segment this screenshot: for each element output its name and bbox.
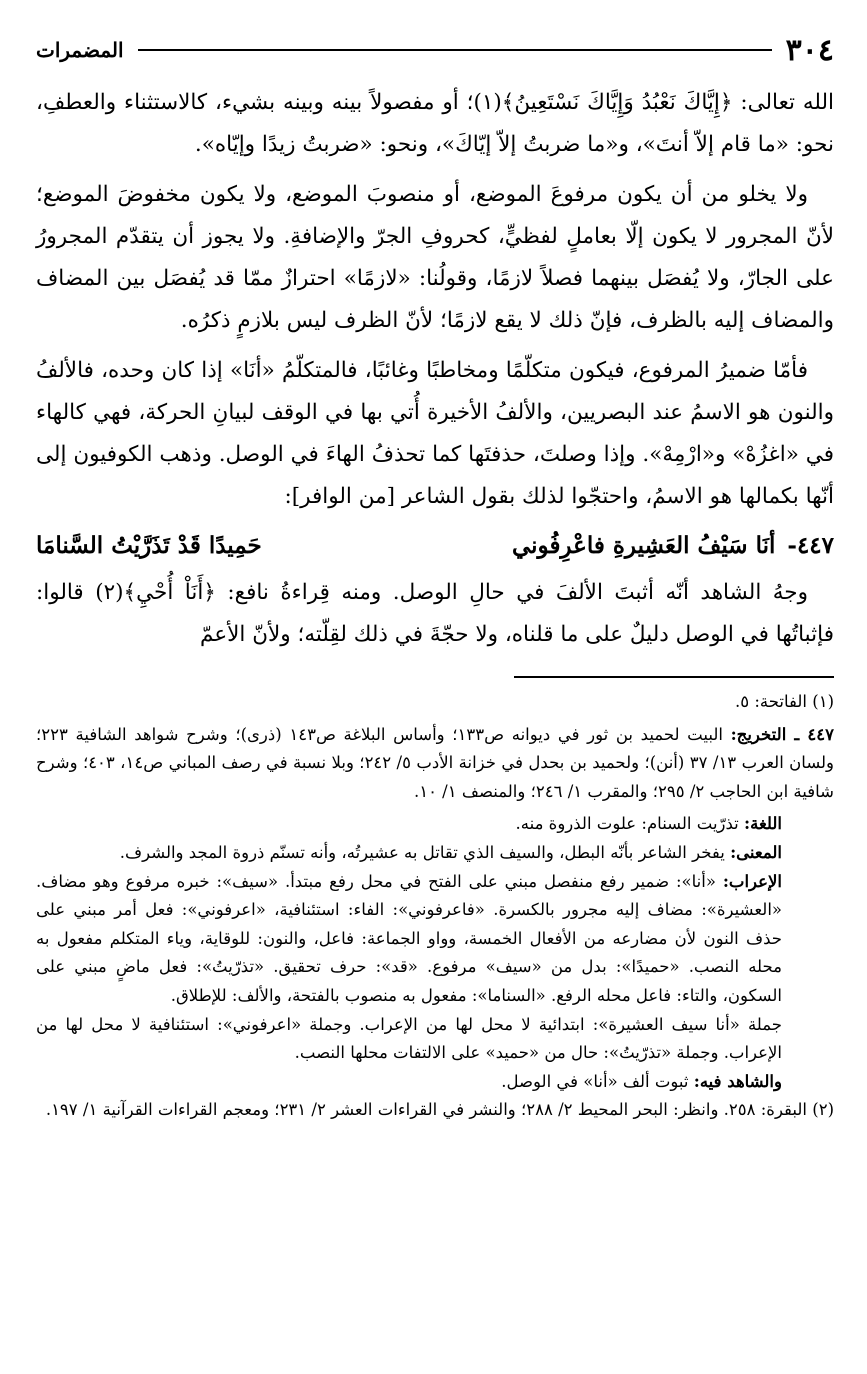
footnote-1: (١) الفاتحة: ٥. [735,692,834,711]
shahid-label: والشاهد فيه: [693,1071,782,1091]
paragraph-3: فأمّا ضميرُ المرفوع، فيكون متكلّمًا ومخاطبًا وغائبًا، فالمتكلّمُ «أنَا» إذا كان وحده، فالألفُ والنون هو الاسمُ عند البصريين، والألفُ الأخيرة أُتي بها في الوقف لبيانِ الحركة، فهي كالهاء في «اغزُهْ» و«ارْمِهْ». وإذا وصلتَ، حذفتَها كما تحذفُ الهاءَ في الوصل. وذهب الكوفيون إلى أنّها بكمالها هو الاسمُ، واحتجّوا لذلك بقول الشاعر [من الوافر]: [36,358,834,509]
footnote-2: (٢) البقرة: ٢٥٨. وانظر: البحر المحيط ٢/ ٢٨٨؛ والنشر في القراءات العشر ٢/ ٢٣١؛ ومعجم القراءات القرآنية ١/ ١٩٧. [45,1100,834,1120]
verse-number: ٤٤٧- [787,532,834,559]
chapter-title: المضمرات [36,38,124,62]
footnote-separator [514,676,834,678]
paragraph-1: الله تعالى: ﴿إِيَّاكَ نَعْبُدُ وَإِيَّاكَ نَسْتَعِينُ﴾(١)؛ أو مفصولاً بينه وبينه بشيء، كالاستثناء والعطفِ، نحو: «ما قام إلاّ أنتَ»، و«ما ضربتُ إلاّ إيّاكَ»، ونحو: «ضربتُ زيدًا وإيّاه». [36,90,834,157]
lugha-text: تذرّيت السنام: علوت الذروة منه. [515,814,739,834]
poetry-verse [36,522,834,570]
paragraph-4: وجهُ الشاهد أنّه أثبتَ الألفَ في حالِ الوصل. ومنه قِراءةُ نافع: ﴿أَنَاْ أُحْيِ﴾(٢) قالوا: فإثباتُها في الوصل دليلٌ على ما قلناه، ولا حجّةَ في ذلك لقِلّته؛ ولأنّ الأعمّ [36,580,834,647]
irab-label: الإعراب: [722,871,782,891]
hemistich-2: حَمِيدًا قَدْ تَذَرَّيْتُ السَّنامَا [36,532,262,559]
takhrij-label: ٤٤٧ ـ التخريج: [730,724,834,744]
footnote-maana [36,839,834,868]
book-page [36,28,834,1125]
maana-text: يفخر الشاعر بأنّه البطل، والسيف الذي تقاتل به عشيرتُه، وأنه تسنّم ذروة المجد والشرف. [119,842,725,862]
footnote-takhrij [36,721,834,807]
shahid-text: ثبوت ألف «أنا» في الوصل. [501,1071,689,1091]
header-rule [138,49,772,51]
paragraph-2: ولا يخلو من أن يكون مرفوعَ الموضع، أو منصوبَ الموضع، ولا يكون مخفوضَ الموضع؛ لأنّ المجرور لا يكون إلّا بعاملٍ لفظيٍّ، كحروفِ الجرّ والإضافةِ. ولا يجوز أن يتقدّم المجرورُ على الجارّ، ولا يُفصَل بينهما فصلاً لازمًا، وقولُنا: «لازمًا» احترازٌ ممّا قد يُفصَل بين المضاف والمضاف إليه بالظرف، فإنّ ذلك لا يقع لازمًا؛ لأنّ الظرف ليس بلازمٍ ذكرُه. [36,182,834,333]
main-text [36,82,834,656]
footnote-irab [36,868,834,1011]
hemistich-1: أنَا سَيْفُ العَشِيرةِ فاعْرِفُوني [511,532,776,559]
page-header [36,28,834,72]
lugha-label: اللغة: [744,814,782,834]
page-number: ٣٠٤ [785,32,834,68]
footnote-shahid [36,1068,834,1097]
footnote-jumla: جملة «أنا سيف العشيرة»: ابتدائية لا محل لها من الإعراب. وجملة «اعرفوني»: استئنافية لا محل لها من الإعراب. وجملة «تذرّيتُ»: حال من «حميد» على الالتفات محلها النصب. [36,1014,782,1063]
maana-label: المعنى: [730,842,782,862]
verse-first-half [512,522,834,570]
footnotes [36,688,834,1125]
footnote-lugha [36,810,834,839]
takhrij-text: البيت لحميد بن ثور في ديوانه ص١٣٣؛ وأساس البلاغة ص١٤٣ (ذرى)؛ وشرح شواهد الشافية ٢٢٣؛ ولسان العرب ١٣/ ٣٧ (أنن)؛ ولحميد بن بحدل في خزانة الأدب ٥/ ٢٤٢؛ وبلا نسبة في رصف المباني ص١٤، ٤٠٣؛ وشرح شافية ابن الحاجب ٢/ ٢٩٥؛ والمقرب ١/ ٢٤٦؛ والمنصف ١/ ١٠. [36,724,835,801]
irab-text: «أنا»: ضمير رفع منفصل مبني على الفتح في محل رفع مبتدأ. «سيف»: خبره مرفوع وهو مضاف. «العشيرة»: مضاف إليه مجرور بالكسرة. «فاعرفوني»: الفاء: استئنافية، «اعرفوني»: فعل أمر مبني على حذف النون لأن مضارعه من الأفعال الخمسة، وواو الجماعة: فاعل، والنون: للوقاية، وياء المتكلم مفعول به محله النصب. «حميدًا»: بدل من «سيف» مرفوع. «قد»: حرف تحقيق. «تذرّيتُ»: فعل ماضٍ مبني على السكون، والتاء: فاعل محله الرفع. «السناما»: مفعول به منصوب بالفتحة، والألف: للإطلاق. [36,871,782,1005]
